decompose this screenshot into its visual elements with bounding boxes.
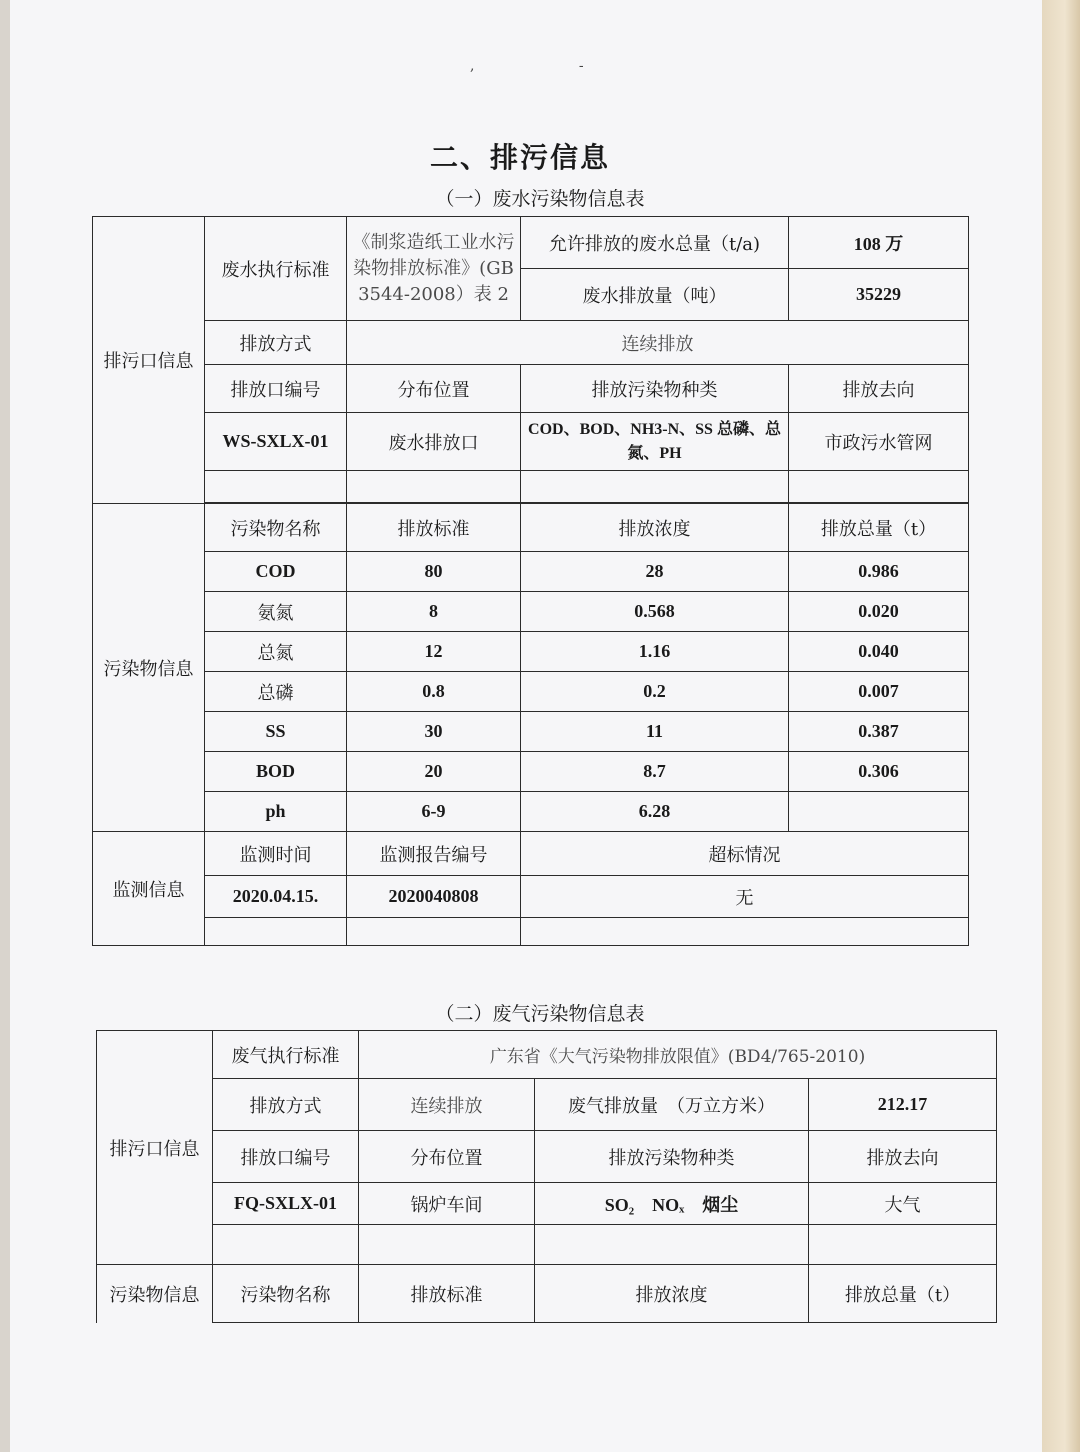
stray-marks: , - [470,58,634,74]
monitor-report-id: 2020040808 [347,876,521,918]
header-pollutant-types: 排放污染物种类 [521,365,789,413]
background-box [1042,0,1080,1452]
discharge-amount-value: 35229 [789,269,969,321]
pollutant-header-total: 排放总量（t） [789,504,969,552]
exhaust-header-pollutant-types: 排放污染物种类 [535,1131,809,1183]
exhaust-header-outlet-id: 排放口编号 [213,1131,359,1183]
exhaust-amount-label: 废气排放量 （万立方米） [535,1079,809,1131]
exhaust-method-label: 排放方式 [213,1079,359,1131]
pollutant-standard: 8 [347,592,521,632]
empty-cell [205,918,347,946]
pollutant-total: 0.986 [789,552,969,592]
outlet-pollutant-types: COD、BOD、NH3-N、SS 总磷、总氮、PH [521,413,789,471]
pollutant-name: 总氮 [205,632,347,672]
pollutant-concentration: 28 [521,552,789,592]
exhaust-standard-value: 广东省《大气污染物排放限值》(BD4/765-2010) [359,1031,997,1079]
outlet-location: 废水排放口 [347,413,521,471]
empty-cell [521,471,789,503]
exhaust-header-location: 分布位置 [359,1131,535,1183]
pollutant-name: 氨氮 [205,592,347,632]
pollutant-header-name: 污染物名称 [205,504,347,552]
wastewater-standard-label: 废水执行标准 [205,217,347,321]
monitor-header-time: 监测时间 [205,832,347,876]
pollutant-standard: 12 [347,632,521,672]
monitor-header-report: 监测报告编号 [347,832,521,876]
pollutant-total: 0.040 [789,632,969,672]
pollutant-header-concentration: 排放浓度 [521,504,789,552]
pollutant-name: 总磷 [205,672,347,712]
pollutant-standard: 20 [347,752,521,792]
pollutant-total [789,792,969,832]
empty-cell [809,1225,997,1265]
monitor-time: 2020.04.15. [205,876,347,918]
outlet-id: WS-SXLX-01 [205,413,347,471]
pollutant-total: 0.007 [789,672,969,712]
exhaust-pollutant-header-concentration: 排放浓度 [535,1265,809,1323]
pollutant-concentration: 0.2 [521,672,789,712]
allowed-total-label: 允许排放的废水总量（t/a) [521,217,789,269]
exhaust-pollutant-header-standard: 排放标准 [359,1265,535,1323]
pollutant-total: 0.306 [789,752,969,792]
allowed-total-value: 108 万 [789,217,969,269]
wastewater-table [92,216,969,946]
exhaust-method-value: 连续排放 [359,1079,535,1131]
outlet-destination: 市政污水管网 [789,413,969,471]
pollutant-name: COD [205,552,347,592]
pollutant-concentration: 0.568 [521,592,789,632]
pollutant-group-label: 污染物信息 [93,504,205,832]
empty-cell [205,471,347,503]
empty-cell [789,471,969,503]
empty-cell [347,918,521,946]
wastewater-standard-value: 《制浆造纸工业水污染物排放标准》(GB 3544-2008）表 2 [347,217,521,321]
monitor-group-label: 监测信息 [93,832,205,946]
exhaust-outlet-location: 锅炉车间 [359,1183,535,1225]
empty-cell [359,1225,535,1265]
monitor-header-exceed: 超标情况 [521,832,969,876]
pollutant-standard: 0.8 [347,672,521,712]
pollutant-concentration: 1.16 [521,632,789,672]
pollutant-standard: 30 [347,712,521,752]
exhaust-table-title: （二）废气污染物信息表 [435,1003,645,1025]
wastewater-method-value: 连续排放 [347,321,969,365]
exhaust-outlet-destination: 大气 [809,1183,997,1225]
exhaust-outlet-pollutant-types: SO₂ NOₓ 烟尘 [535,1183,809,1225]
pollutant-concentration: 8.7 [521,752,789,792]
pollutant-total: 0.020 [789,592,969,632]
wastewater-outlet-group-label: 排污口信息 [93,217,205,504]
exhaust-pollutant-group-label: 污染物信息 [97,1265,213,1323]
exhaust-outlet-group-label: 排污口信息 [97,1031,213,1265]
pollutant-total: 0.387 [789,712,969,752]
empty-cell [347,471,521,503]
empty-cell [521,918,969,946]
exhaust-standard-label: 废气执行标准 [213,1031,359,1079]
exhaust-header-destination: 排放去向 [809,1131,997,1183]
pollutant-name: ph [205,792,347,832]
pollutant-header-standard: 排放标准 [347,504,521,552]
empty-cell [213,1225,359,1265]
header-outlet-id: 排放口编号 [205,365,347,413]
exhaust-pollutant-header-name: 污染物名称 [213,1265,359,1323]
page-title: 二、排污信息 [429,141,610,174]
pollutant-name: BOD [205,752,347,792]
monitor-exceed: 无 [521,876,969,918]
pollutant-name: SS [205,712,347,752]
exhaust-amount-value: 212.17 [809,1079,997,1131]
empty-cell [535,1225,809,1265]
pollutant-concentration: 11 [521,712,789,752]
pollutant-standard: 80 [347,552,521,592]
wastewater-method-label: 排放方式 [205,321,347,365]
exhaust-table [96,1030,997,1323]
pollutant-standard: 6-9 [347,792,521,832]
pollutant-concentration: 6.28 [521,792,789,832]
wastewater-table-title: （一）废水污染物信息表 [435,188,645,210]
exhaust-outlet-id: FQ-SXLX-01 [213,1183,359,1225]
header-destination: 排放去向 [789,365,969,413]
exhaust-pollutant-header-total: 排放总量（t） [809,1265,997,1323]
header-location: 分布位置 [347,365,521,413]
discharge-amount-label: 废水排放量（吨） [521,269,789,321]
